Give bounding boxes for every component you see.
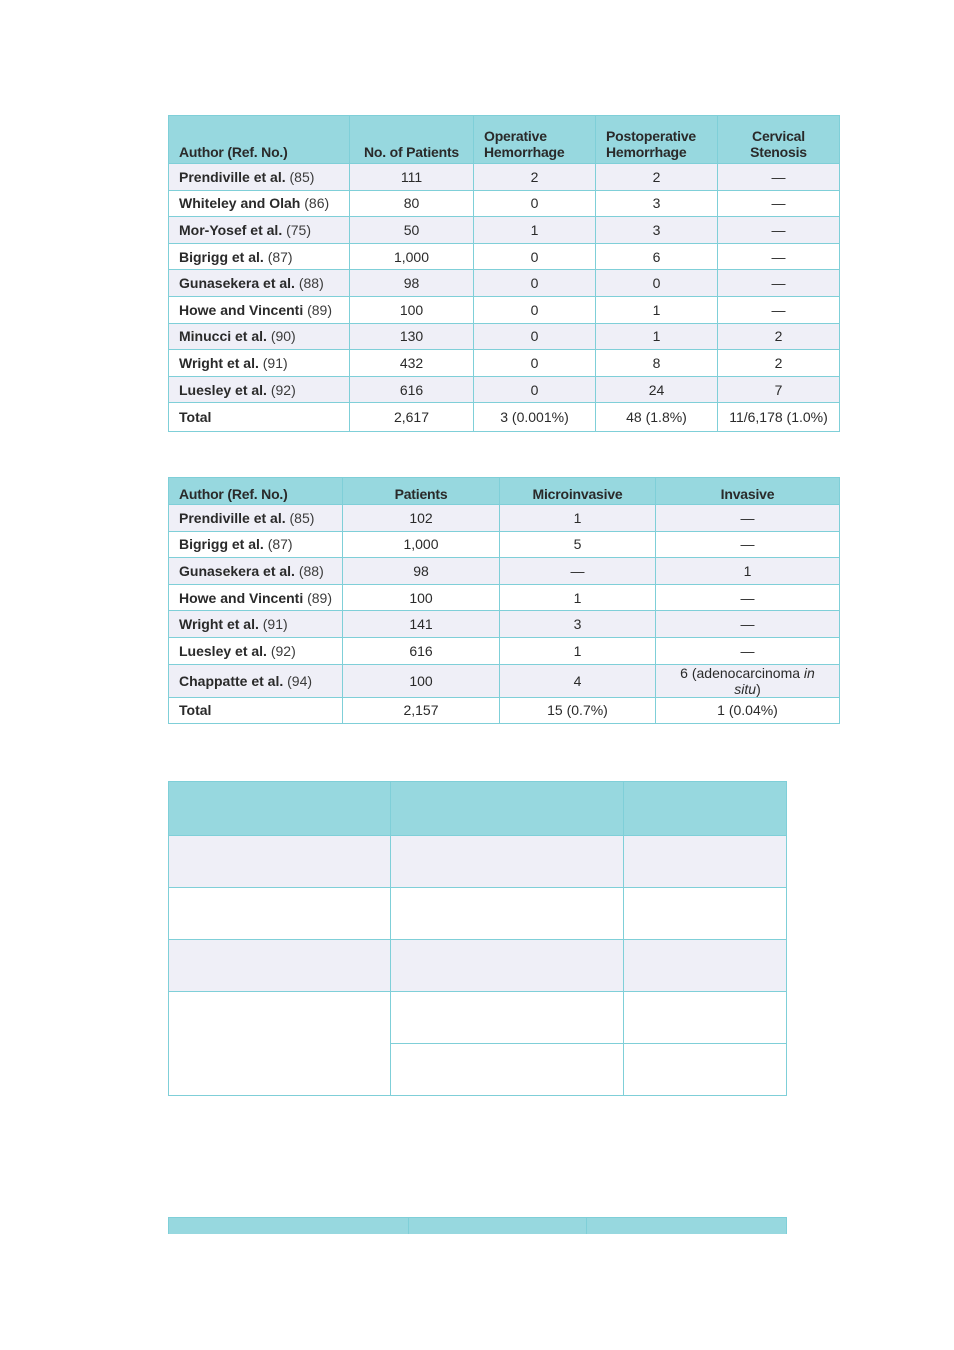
table-cell	[587, 1218, 787, 1235]
author-name: Bigrigg et al.	[179, 248, 264, 265]
microinvasive-cell: 1	[500, 584, 656, 611]
table-cell	[169, 888, 391, 940]
postoperative-hemorrhage-cell: 1	[596, 296, 718, 323]
patients-cell: 98	[343, 558, 500, 585]
truncated-table	[168, 1217, 787, 1234]
patients-cell: 1,000	[350, 243, 474, 270]
author-name: Mor-Yosef et al.	[179, 221, 283, 238]
total-invasive-cell: 1 (0.04%)	[656, 697, 840, 724]
invasive-cell: —	[656, 531, 840, 558]
reference-number: (88)	[298, 562, 324, 579]
reference-number: (91)	[262, 354, 288, 371]
table-header-row	[169, 1218, 787, 1235]
table-row	[169, 190, 840, 217]
author-cell	[169, 584, 343, 611]
table-row	[169, 217, 840, 244]
author-cell	[169, 637, 343, 664]
author-name: Bigrigg et al.	[179, 536, 264, 553]
microinvasive-cell: 3	[500, 611, 656, 638]
author-cell	[169, 190, 350, 217]
reference-number: (87)	[267, 536, 293, 553]
reference-number: (92)	[270, 642, 296, 659]
invasive-cell	[656, 664, 840, 697]
column-header: Cervical Stenosis	[718, 116, 840, 164]
table-row	[169, 611, 840, 638]
operative-hemorrhage-cell: 2	[474, 164, 596, 191]
table-row	[169, 270, 840, 297]
author-cell	[169, 505, 343, 532]
author-cell	[169, 376, 350, 403]
total-operative-cell: 3 (0.001%)	[474, 403, 596, 432]
total-microinvasive-cell: 15 (0.7%)	[500, 697, 656, 724]
author-name: Howe and Vincenti	[179, 301, 304, 318]
patients-cell: 616	[350, 376, 474, 403]
table-row	[169, 888, 787, 940]
table-header-row	[169, 782, 787, 836]
microinvasive-cell: 1	[500, 505, 656, 532]
table-row	[169, 350, 840, 377]
table-cell	[624, 836, 787, 888]
patients-cell: 616	[343, 637, 500, 664]
table-cell	[391, 782, 624, 836]
total-label: Total	[169, 697, 343, 724]
table-cell	[169, 836, 391, 888]
patients-cell: 111	[350, 164, 474, 191]
table-cell	[391, 992, 624, 1044]
invasive-cell: —	[656, 505, 840, 532]
author-name: Whiteley and Olah	[179, 195, 301, 212]
patients-cell: 100	[343, 664, 500, 697]
patients-cell: 98	[350, 270, 474, 297]
total-postoperative-cell: 48 (1.8%)	[596, 403, 718, 432]
patients-cell: 100	[343, 584, 500, 611]
operative-hemorrhage-cell: 0	[474, 350, 596, 377]
author-cell	[169, 323, 350, 350]
table-header-row	[169, 116, 840, 164]
empty-table	[168, 781, 787, 1096]
table-row	[169, 637, 840, 664]
column-header: No. of Patients	[350, 116, 474, 164]
author-name: Howe and Vincenti	[179, 589, 304, 606]
cervical-stenosis-cell: —	[718, 164, 840, 191]
table-row	[169, 505, 840, 532]
patients-cell: 50	[350, 217, 474, 244]
table-header-row	[169, 478, 840, 505]
cervical-stenosis-cell: —	[718, 270, 840, 297]
table-cell	[624, 888, 787, 940]
complications-table	[168, 115, 840, 432]
table-cell	[391, 888, 624, 940]
patients-cell: 1,000	[343, 531, 500, 558]
author-name: Gunasekera et al.	[179, 275, 295, 292]
author-cell	[169, 664, 343, 697]
reference-number: (90)	[270, 328, 296, 345]
table-cell	[624, 782, 787, 836]
author-cell	[169, 296, 350, 323]
table-cell	[409, 1218, 587, 1235]
reference-number: (92)	[270, 381, 296, 398]
table-row	[169, 584, 840, 611]
table-cell	[624, 1044, 787, 1096]
reference-number: (86)	[304, 195, 330, 212]
column-header: Invasive	[656, 478, 840, 505]
table-row	[169, 164, 840, 191]
patients-cell: 102	[343, 505, 500, 532]
operative-hemorrhage-cell: 0	[474, 323, 596, 350]
reference-number: (85)	[289, 509, 315, 526]
postoperative-hemorrhage-cell: 3	[596, 190, 718, 217]
author-cell	[169, 270, 350, 297]
patients-cell: 80	[350, 190, 474, 217]
table-row	[169, 243, 840, 270]
cervical-stenosis-cell: —	[718, 296, 840, 323]
column-header: Author (Ref. No.)	[169, 478, 343, 505]
reference-number: (89)	[307, 301, 333, 318]
column-header: Operative Hemorrhage	[474, 116, 596, 164]
invasive-cell: —	[656, 611, 840, 638]
cervical-stenosis-cell: 2	[718, 323, 840, 350]
reference-number: (87)	[267, 248, 293, 265]
microinvasive-cell: 1	[500, 637, 656, 664]
postoperative-hemorrhage-cell: 3	[596, 217, 718, 244]
microinvasive-cell: —	[500, 558, 656, 585]
table-cell	[169, 782, 391, 836]
invasive-text: )	[756, 680, 761, 697]
column-header: Microinvasive	[500, 478, 656, 505]
author-name: Minucci et al.	[179, 328, 267, 345]
operative-hemorrhage-cell: 1	[474, 217, 596, 244]
table-row	[169, 531, 840, 558]
cervical-stenosis-cell: —	[718, 190, 840, 217]
total-patients-cell: 2,157	[343, 697, 500, 724]
operative-hemorrhage-cell: 0	[474, 190, 596, 217]
author-name: Prendiville et al.	[179, 509, 286, 526]
invasive-text: 6 (adenocarcinoma	[680, 664, 804, 681]
operative-hemorrhage-cell: 0	[474, 243, 596, 270]
author-name: Luesley et al.	[179, 642, 267, 659]
cervical-stenosis-cell: —	[718, 217, 840, 244]
microinvasive-cell: 4	[500, 664, 656, 697]
author-cell	[169, 611, 343, 638]
table-row	[169, 992, 787, 1044]
patients-cell: 100	[350, 296, 474, 323]
cervical-stenosis-cell: 2	[718, 350, 840, 377]
postoperative-hemorrhage-cell: 8	[596, 350, 718, 377]
author-name: Wright et al.	[179, 616, 259, 633]
column-header: Author (Ref. No.)	[169, 116, 350, 164]
total-patients-cell: 2,617	[350, 403, 474, 432]
postoperative-hemorrhage-cell: 6	[596, 243, 718, 270]
author-cell	[169, 243, 350, 270]
invasive-cell: —	[656, 584, 840, 611]
operative-hemorrhage-cell: 0	[474, 270, 596, 297]
table-cell	[391, 940, 624, 992]
postoperative-hemorrhage-cell: 2	[596, 164, 718, 191]
reference-number: (91)	[262, 616, 288, 633]
reference-number: (75)	[286, 221, 311, 238]
table-cell	[169, 940, 391, 992]
patients-cell: 130	[350, 323, 474, 350]
reference-number: (89)	[307, 589, 333, 606]
author-name: Prendiville et al.	[179, 168, 286, 185]
table-row	[169, 558, 840, 585]
author-name: Luesley et al.	[179, 381, 267, 398]
cervical-stenosis-cell: —	[718, 243, 840, 270]
table-row	[169, 836, 787, 888]
patients-cell: 432	[350, 350, 474, 377]
author-name: Wright et al.	[179, 354, 259, 371]
table-row	[169, 323, 840, 350]
operative-hemorrhage-cell: 0	[474, 376, 596, 403]
invasive-cancer-table	[168, 477, 840, 724]
operative-hemorrhage-cell: 0	[474, 296, 596, 323]
table-row	[169, 664, 840, 697]
table-cell	[169, 1218, 409, 1235]
author-cell	[169, 164, 350, 191]
author-name: Gunasekera et al.	[179, 562, 295, 579]
author-name: Chappatte et al.	[179, 672, 284, 689]
reference-number: (94)	[287, 672, 313, 689]
table-row	[169, 296, 840, 323]
author-cell	[169, 217, 350, 244]
column-header: Patients	[343, 478, 500, 505]
postoperative-hemorrhage-cell: 0	[596, 270, 718, 297]
total-stenosis-cell: 11/6,178 (1.0%)	[718, 403, 840, 432]
table-cell	[169, 992, 391, 1096]
table-cell	[391, 1044, 624, 1096]
reference-number: (88)	[298, 275, 324, 292]
invasive-cell: 1	[656, 558, 840, 585]
author-cell	[169, 558, 343, 585]
table-row	[169, 940, 787, 992]
microinvasive-cell: 5	[500, 531, 656, 558]
invasive-italic-text: in situ	[734, 664, 815, 697]
column-header: Postoperative Hemorrhage	[596, 116, 718, 164]
total-row	[169, 403, 840, 432]
patients-cell: 141	[343, 611, 500, 638]
author-cell	[169, 350, 350, 377]
postoperative-hemorrhage-cell: 1	[596, 323, 718, 350]
table-row	[169, 376, 840, 403]
invasive-cell: —	[656, 637, 840, 664]
total-label: Total	[169, 403, 350, 432]
table-cell	[391, 836, 624, 888]
postoperative-hemorrhage-cell: 24	[596, 376, 718, 403]
total-row	[169, 697, 840, 724]
table-cell	[624, 940, 787, 992]
author-cell	[169, 531, 343, 558]
cervical-stenosis-cell: 7	[718, 376, 840, 403]
table-cell	[624, 992, 787, 1044]
reference-number: (85)	[289, 168, 315, 185]
